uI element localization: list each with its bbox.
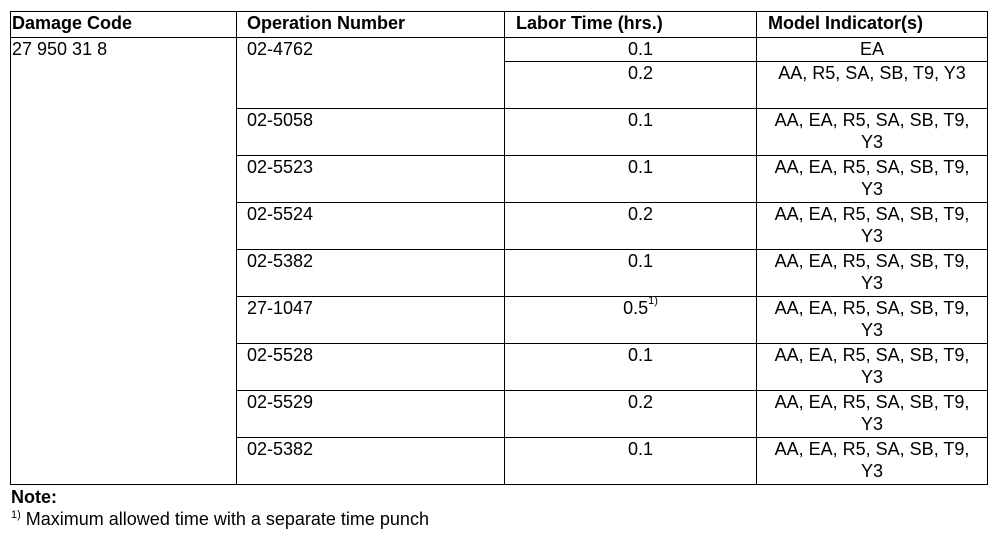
footnote-text: Maximum allowed time with a separate time punch bbox=[20, 509, 429, 529]
labor-time-cell bbox=[505, 344, 757, 391]
labor-time-cell bbox=[505, 203, 757, 250]
table-row bbox=[11, 38, 988, 62]
labor-time-value: 0.1 bbox=[627, 345, 654, 365]
operation-number-cell: 02-5523 bbox=[237, 156, 505, 203]
note-title: Note: bbox=[11, 487, 57, 507]
model-indicator-cell: AA, EA, R5, SA, SB, T9, Y3 bbox=[757, 297, 988, 344]
operation-number-cell: 02-4762 bbox=[237, 38, 505, 109]
operation-number-cell: 02-5529 bbox=[237, 391, 505, 438]
labor-time-cell bbox=[505, 156, 757, 203]
model-indicator-cell: AA, EA, R5, SA, SB, T9, Y3 bbox=[757, 438, 988, 485]
header-model-indicators: Model Indicator(s) bbox=[757, 12, 988, 38]
labor-time-table bbox=[10, 11, 988, 485]
labor-time-cell bbox=[505, 38, 757, 62]
operation-number-cell: 02-5058 bbox=[237, 109, 505, 156]
labor-time-cell bbox=[505, 297, 757, 344]
operation-number-cell: 02-5528 bbox=[237, 344, 505, 391]
operation-number-cell: 02-5382 bbox=[237, 250, 505, 297]
header-row bbox=[11, 12, 988, 38]
footnote-marker: 1) bbox=[11, 509, 21, 521]
model-indicator-cell: AA, EA, R5, SA, SB, T9, Y3 bbox=[757, 391, 988, 438]
labor-time-value: 0.1 bbox=[627, 439, 654, 459]
labor-time-value: 0.2 bbox=[627, 204, 654, 224]
labor-time-value: 0.5 bbox=[623, 298, 649, 318]
labor-time-cell bbox=[505, 391, 757, 438]
labor-time-value: 0.1 bbox=[627, 251, 654, 271]
labor-time-cell bbox=[505, 62, 757, 109]
labor-time-value: 0.1 bbox=[627, 110, 654, 130]
header-damage-code: Damage Code bbox=[11, 12, 237, 38]
labor-time-value: 0.2 bbox=[627, 392, 654, 412]
model-indicator-cell: AA, EA, R5, SA, SB, T9, Y3 bbox=[757, 203, 988, 250]
damage-code-cell: 27 950 31 8 bbox=[11, 38, 237, 485]
operation-number-cell: 27-1047 bbox=[237, 297, 505, 344]
note-section bbox=[11, 486, 429, 530]
header-operation-number: Operation Number bbox=[237, 12, 505, 38]
model-indicator-cell: AA, EA, R5, SA, SB, T9, Y3 bbox=[757, 344, 988, 391]
model-indicator-cell: EA bbox=[757, 38, 988, 62]
footnote bbox=[11, 508, 429, 530]
operation-number-cell: 02-5524 bbox=[237, 203, 505, 250]
model-indicator-cell: AA, R5, SA, SB, T9, Y3 bbox=[757, 62, 988, 109]
labor-time-value: 0.1 bbox=[627, 39, 654, 59]
labor-time-cell bbox=[505, 438, 757, 485]
labor-time-cell bbox=[505, 250, 757, 297]
labor-time-value: 0.2 bbox=[627, 63, 654, 83]
operation-number-cell: 02-5382 bbox=[237, 438, 505, 485]
model-indicator-cell: AA, EA, R5, SA, SB, T9, Y3 bbox=[757, 109, 988, 156]
model-indicator-cell: AA, EA, R5, SA, SB, T9, Y3 bbox=[757, 250, 988, 297]
labor-time-value: 0.1 bbox=[627, 157, 654, 177]
header-labor-time: Labor Time (hrs.) bbox=[505, 12, 757, 38]
labor-time-cell bbox=[505, 109, 757, 156]
footnote-marker: 1) bbox=[648, 295, 658, 307]
model-indicator-cell: AA, EA, R5, SA, SB, T9, Y3 bbox=[757, 156, 988, 203]
